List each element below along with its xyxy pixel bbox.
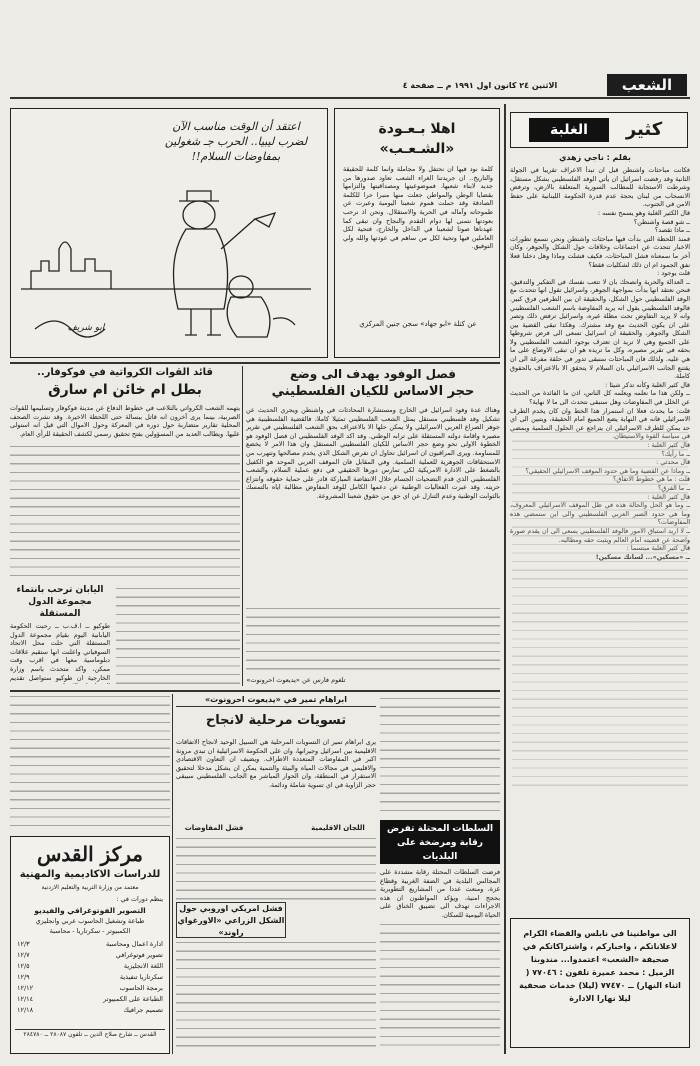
main-body: وهناك عدة وفود اسرائيل في الخارج ومستشارة المحادثات في واشنطن ويجري الحديث عن تشكيل وفد فلسطيني مستقل يمثل الشعب الفلسطيني تمثيلا كاملا، فالقضية الفلسطينية هي جوهر الصراع العربي الاسرائيلي ولا يمكن حلها الا بالاعتراف بحق الشعب الفلسطيني في تقرير مصيره واقامة دولته المستقلة على ترابه الوطني. وقد اكد الوفد الفلسطيني ان فصل الوفود هو الخطوة الاولى نحو وضع حجر الاساس للكيان الفلسطيني المستقل وان هذا الامر لا يخضع للمساومة. ويرى المراقبون ان اسرائيل تحاول ان تفرض الشكل الذي يخدم مصالحها وتتهرب من الاستحقاقات الجوهرية للعملية السلمية. وفي المقابل فان الموقف العربي الموحد هو الكفيل بالضغط على الادارة الامريكية لكي تمارس دورها الحقيقي في دفع عملية السلام، والشعب الفلسطيني الذي قدم التضحيات الجسام خلال الانتفاضة المباركة قادر على حماية حقوقه وانتزاع حريته. وقد عبرت الفعاليات الوطنية عن دعمها الكامل للوفد المفاوض مطالبة اياه بالتمسك بالثوابت الوطنية وعدم التنازل عن اي حق من حقوق شعبنا المشروعة. <box>246 406 500 500</box>
israel-kicker: ابراهام تمير في «يديعوت احرونوت» <box>176 693 376 707</box>
welcome-body: كلمة نود فيها ان نحتفل ولا مجاملة وانما كلمة للحقيقة والتاريخ.. ان جريدتنا الغراء الشعب تعاود صدورها من جديد لابناء شعبها، فموضوعيتها ومصداقيتها والتزامها بقضايا الوطن والمواطن جعلت منها منبرا حرا للكلمة الصادقة وقد حملت هموم شعبنا اليومية وعبرت عن طموحاته وآماله في الحرية والاستقلال. ونحن اذ نرحب بعودتها نتمنى لها دوام التقدم والنجاح وان تبقى كما عهدناها صوتا لشعبنا في الداخل والخارج، فتحية لكل العاملين فيها وتحية لكل من ساهم في عودتها والله ولي التوفيق. <box>343 165 493 251</box>
row1-divider <box>10 362 500 364</box>
ad-course-row <box>17 950 163 961</box>
ad-course-name: برمجة الحاسوب <box>119 984 163 992</box>
column-p5: قلت: ما يحدث فعلا ان استمرار هذا الخط وان كان يخدم الطرف الاسرائيلي فانه في النهاية يضع الجميع امام الحقيقة، ويتبين الى اي حد يمكن للطرف الاسرائيلي ان يتراجع عن الحلول السلمية ويمضي في سياسة القوة والاستيطان. <box>510 406 690 441</box>
japan-headline: اليابان ترحب بانتماء مجموعة الدول المستقلة <box>16 585 104 618</box>
croatia-headline-1: قائد القوات الكرواتية في فوكوفار.. <box>37 367 213 378</box>
column-p7: ــ ما رأيك؟ <box>661 449 690 458</box>
croatia-headline-2: بطل ام خائن ام سارق <box>48 382 202 398</box>
ad-course-date: ١٢/١٨ <box>17 1006 34 1014</box>
column-p16: ــ «مسكين»... لسانك مسكين! <box>595 552 690 561</box>
cartoon-figure2-head <box>229 276 253 298</box>
ad-line-3: الكمبيوتر - سكرتاريا - محاسبة <box>49 927 131 935</box>
ad-line-2: طباعة وتشغيل الحاسوب عربي وانجليزي <box>35 917 145 925</box>
ad-intro: ينظم دورات في : <box>116 895 163 903</box>
main-filler <box>246 606 500 674</box>
column-p2: ــ العدالة والحرية وانصحك بان لا تتعب نفسك في التفكير والتدقيق، فنحن نعتقد انها بدأت بمواجهة الجوهر، واسرائيل تقول انها تتحدث مع الوفد الفلسطيني حول الشكل، والحقيقة ان بين الطرفين فرق كبير. فالوفد الفلسطيني يقول انه يريد المفاوضة باسم الشعب الفلسطيني وانه لا يريد التفاوض تحت مظلة غيره، واسرائيل ترفض ذلك وتصر على ان يكون الحديث مع وفد مشترك. وهكذا تبقى القضية بين الشكل والجوهر. والحقيقة ان اسرائيل تسعى الى فرض شروطها على الجميع وهي لا تريد ان تعترف بوجود الشعب الفلسطيني ولا بحقه في تقرير مصيره، وكل ما تريده هو ان تبقى الاوضاع على ما هي عليه. ولذلك فان المباحثات ستبقى تدور في حلقة مفرغة الى ان يقتنع الجانب الاسرائيلي بان السلام لا يتحقق الا بالاعتراف بالحقوق كاملة. <box>510 277 690 381</box>
ad-course-date: ١٢/٥ <box>17 962 30 970</box>
column-q3: ــ ماذا تقصد؟ <box>654 226 690 235</box>
row2-divider <box>10 690 500 692</box>
ad-course-row <box>17 994 163 1005</box>
column-p13: ــ وما هو الحل والحالة هذه في ظل الموقف الاسرائيلي المعروف، وما هي حدود الصبر العربي الفلسطيني والى اين ستمضي هذه المفاوضات؟ <box>510 501 690 527</box>
ad-box <box>10 836 170 1054</box>
croatia-filler <box>10 444 240 580</box>
ad-footer: القدس ــ شارع صلاح الدين ــ تلفون ٢٨٠٨٧ ــ ٢٨٤٧٨٠ <box>15 1029 165 1049</box>
israel-filler-2 <box>176 940 376 1052</box>
welcome-title: اهلا بـعـودة «الشـعـب» <box>378 121 456 157</box>
ad-course-row <box>17 1005 163 1016</box>
japan-body: طوكيو ــ ا.ف.ب ــ رحبت الحكومة اليابانية اليوم بقيام مجموعة الدول المستقلة التي حلت محل الاتحاد السوفياتي واعلنت انها ستقيم علاقات دبلوماسية معها في اقرب وقت ممكن، واكد متحدث باسم وزارة الخارجية ان طوكيو ستواصل تقديم <box>10 622 110 682</box>
cartoon-figure-head <box>183 201 215 229</box>
cartoon-signature: ابو شريف <box>67 323 105 333</box>
cartoon-frame <box>10 108 328 358</box>
ad-course-date: ١٢/٣ <box>17 940 30 948</box>
ad-course-name: تصميم جرافيك <box>123 1006 163 1014</box>
settle-body: فرضت السلطات المحتلة رقابة مشددة على المجالس البلدية في الضفة الغربية وقطاع غزة، ومنعت عددا من المشاريع التطويرية بحجج امنية، ويؤكد المواطنون ان هذه الاجراءات تهدف الى تضييق الخناق على الحياة اليومية للسكان. <box>380 868 500 918</box>
ad-course-date: ١٢/٧ <box>17 951 30 959</box>
cartoon-skyline <box>31 242 111 289</box>
main-headline-1: فصل الوفود يهدف الى وضع <box>289 367 457 381</box>
israel-headline: تسويات مرحلية لانجاح <box>205 713 347 728</box>
welcome-box <box>334 108 500 358</box>
column-p10: قلت : ما هي خطوط الاتفاق؟ <box>613 475 690 484</box>
ad-subtitle: معتمد من وزارة التربية والتعليم الاردنية <box>41 884 139 891</box>
israel-sub-1: اللجان الاقليمية <box>311 824 365 832</box>
ad-course-date: ١٢/١٢ <box>17 984 34 992</box>
column-p3: قال كثير الغلبة وكأنه تذكر شيئا : <box>605 380 690 389</box>
column-p4: ــ ولكن هذا ما نعلمه ويعلمه كل الناس، اذن ما الفائدة من الحديث عن الخلل في المفاوضات وهل سنبقى نتحدث الى ما لا نهاية؟ <box>510 389 690 407</box>
column-title-a: كثير <box>625 119 663 140</box>
ad-course-row <box>17 972 163 983</box>
ad-course-name: الطباعة على الكمبيوتر <box>103 995 163 1003</box>
ad-course-date: ١٢/٩ <box>17 973 30 981</box>
israel-body: يرى ابراهام تمير ان التسويات المرحلية هي السبيل الوحيد لانجاح الاتفاقات الاقليمية بين اسرائيل وجيرانها، وان على الحكومة الاسرائيلية ان تبدي مرونة اكبر في المفاوضات المتعددة الاطراف. ويضيف ان التعاون الاقتصادي والاقليمي في مجالات المياه والبيئة والتنمية يمكن ان يشكل مدخلا لتحقيق الاستقرار في المنطقة، وان الحوار المباشر مع الجانب الفلسطيني سيبقى حجر الزاوية في اي تسوية شاملة ودائمة. <box>176 738 376 789</box>
settle-headline: السلطات المحتلة تفرض رقابة ومرضخة على البلديات <box>380 820 500 864</box>
column-p15: قال كثير الغلبة مبتسما : <box>626 544 690 553</box>
column-p1: فمنذ اللحظة التي بدأت فيها مباحثات واشنطن ونحن نسمع تطورات الاخبار تتحدث عن اجتماعات وخلافات حول الشكل والجوهر، وكان آخر ما سمعناه فشل المباحثات، فكيف فشلت وماذا وهل دخلنا فعلا نفق الجمود ام ان ذلك لشكليات فقط؟ <box>510 234 690 269</box>
column-p12: قال كثير الغلبة : <box>647 492 690 501</box>
column-p6: قال كثير الغلبة : <box>647 441 690 449</box>
israel-left-divider <box>172 694 173 1054</box>
column-p14: ــ لا اريد استباق الامور فالوفد الفلسطيني يسعى الى ان يقدم صورة واضحة عن قضيته امام العالم ويثبت حقه ومطالبه. <box>510 526 690 544</box>
cartoon-speech: اعتقد أن الوقت مناسب الآن لضرب ليبيا.. الحرب جـ شغولين بمفاوضات السلام!! <box>164 120 308 163</box>
ad-course-name: سكرتاريا تنفيذية <box>119 973 163 981</box>
column-q2: ــ شو قصة واشنطن؟ <box>633 217 690 226</box>
ad-course-name: تصوير فوتوغرافي <box>115 951 163 959</box>
israel-sub-3: فشل امريكي اوروبي حول الشكل الزراعي «الاورغواي راوند» <box>177 904 285 937</box>
column-p8: قال محدثي : <box>656 458 690 467</box>
settle-filler-2 <box>380 922 500 1052</box>
ad-course-row <box>17 961 163 972</box>
main-headline-2: حجر الاساس للكيان الفلسطيني <box>271 384 475 399</box>
column-title-box <box>510 112 688 148</box>
ad-course-date: ١٢/١٤ <box>17 995 34 1003</box>
masthead-logo: الشعب <box>607 74 687 96</box>
dateline: الاثنين ٢٤ كانون اول ١٩٩١ م ــ صفحة ٤ <box>402 81 558 90</box>
welcome-signature: عن كتلة «ابو جهاد» سجن جنين المركزي <box>359 320 477 328</box>
header-rule <box>10 97 690 99</box>
column-footer-box: الى مواطنينا في نابلس والقضاء الكرام لاعلاناتكم ، واخباركم ، واشتراكاتكم في صحيفة «الشعب» اعتمدوا... مندوبنا الزميل : محمد عميرة تلفون : ٧٧٠٤٦ ( اثناء النهار) ــ ٧٧٤٧٠ (ليلا) خدمات صحفية ليلا نهارا الادارة <box>510 918 690 1048</box>
column-q1: قال الكثير الغلبة وهو يسمح نفسه : <box>597 208 690 217</box>
ad-course-list <box>17 939 163 1025</box>
ad-title-2: للدراسات الاكاديمية والمهنية <box>19 869 161 880</box>
israel-filler <box>176 836 376 900</box>
ad-course-name: ادارة اعمال ومحاسبة <box>105 940 163 948</box>
left-mid-filler <box>10 694 170 832</box>
column-p11: ــ ما الفرق؟ <box>657 483 690 492</box>
ad-course-row <box>17 939 163 950</box>
column-divider <box>504 104 506 1054</box>
column-q4: قلت يوجود : <box>657 269 690 278</box>
israel-sub-2: فشل المفاوضات <box>184 824 244 832</box>
column-byline: بقلم : ناجي زهدي <box>559 153 631 162</box>
settle-filler <box>380 696 500 816</box>
column-p9: ــ وماذا عن القضية وما هي حدود الموقف الاسرائيلي الحقيقي؟ <box>525 466 690 475</box>
main-signature: تلغوم فارس عن «يديعوت احرونوت» <box>246 676 346 684</box>
ad-title-1: مركز القدس <box>37 842 143 866</box>
croatia-lower-filler <box>116 586 240 684</box>
column-title-b: الغلبة <box>529 118 609 142</box>
croatia-divider <box>242 366 243 686</box>
croatia-body: يتهمه الشعب الكرواتي بالتلاعب في خطوط الدفاع عن مدينة فوكوفار وتسليمها للقوات الصربية، بينما يرى آخرون انه قاتل ببسالة حتى اللحظة الاخيرة. وقد نشرت الصحف المحلية تقارير متضاربة حول دوره في المعركة وحول الاموال التي قيل انه استولى عليها. ويطالب العديد من المسؤولين بفتح تحقيق رسمي لكشف الحقيقة للرأي العام. <box>10 404 240 438</box>
column-intro: فكانت مباحثات واشنطن قبل ان تبدأ الاعراف تقريبا في الجولة الثانية وقد رفضت اسرائيل ان يأتي الوفد الفلسطيني بشكل مستقل، وشرطت الاستجابة للمطالب السورية المتعلقة بالارض، وترفض الانسحاب من لبنان بحجة عدم قدرة الحكومة اللبنانية على حفظ الامن في الجنوب. <box>510 166 690 209</box>
ad-course-name: اللغة الانجليزية <box>123 962 163 970</box>
ad-course-row <box>17 983 163 994</box>
column-body-filler <box>512 430 688 790</box>
ad-line-1: التصوير الفوتوغرافي والفيديو <box>34 906 146 915</box>
